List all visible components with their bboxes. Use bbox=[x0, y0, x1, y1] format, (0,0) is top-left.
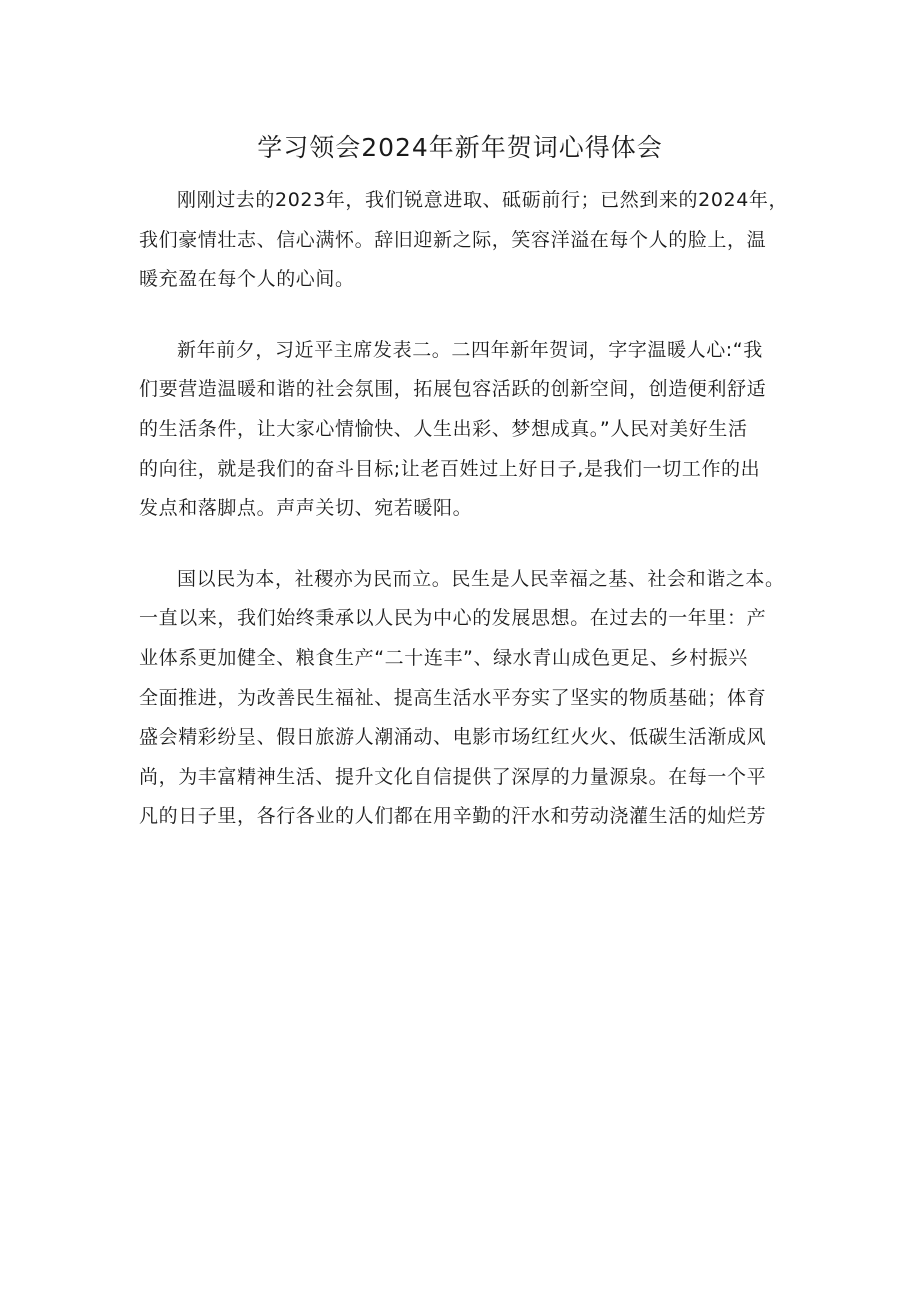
paragraph-1: 刚刚过去的2023年，我们锐意进取、砥砺前行；已然到来的2024年， 我们豪情壮志、信心满怀。辞旧迎新之际，笑容洋溢在每个人的脸上，温 暖充盈在每个人的心间。 bbox=[139, 189, 789, 291]
document-body bbox=[139, 181, 791, 868]
paragraph-3: 国以民为本，社稷亦为民而立。民生是人民幸福之基、社会和谐之本。 一直以来，我们始终秉承以人民为中心的发展思想。在过去的一年里：产 业体系更加健全、粮食生产“二十连丰”、绿水青山成色更足、乡村振兴 全面推进，为改善民生福祉、提高生活水平夯实了坚实的物质基础；体育 盛会精彩纷呈、假日旅游人潮涌动、电影市场红红火火、低碳生活渐成风 尚，为丰富精神生活、提升文化自信提供了深厚的力量源泉。在每一个平 凡的日子里，各行各业的人们都在用辛勤的汗水和劳动浇灌生活的灿烂芳 bbox=[139, 567, 785, 828]
document-title: 学习领会2024年新年贺词心得体会 bbox=[257, 133, 663, 162]
paragraph-2: 新年前夕，习近平主席发表二。二四年新年贺词，字字温暖人心:“我 们要营造温暖和谐的社会氛围，拓展包容活跃的创新空间，创造便利舒适 的生活条件，让大家心情愉快、人生出彩、梦想成真。”人民对美好生活 的向往，就是我们的奋斗目标;让老百姓过上好日子,是我们一切工作的出 发点和落脚点。声声关切、宛若暖阳。 bbox=[139, 338, 767, 520]
